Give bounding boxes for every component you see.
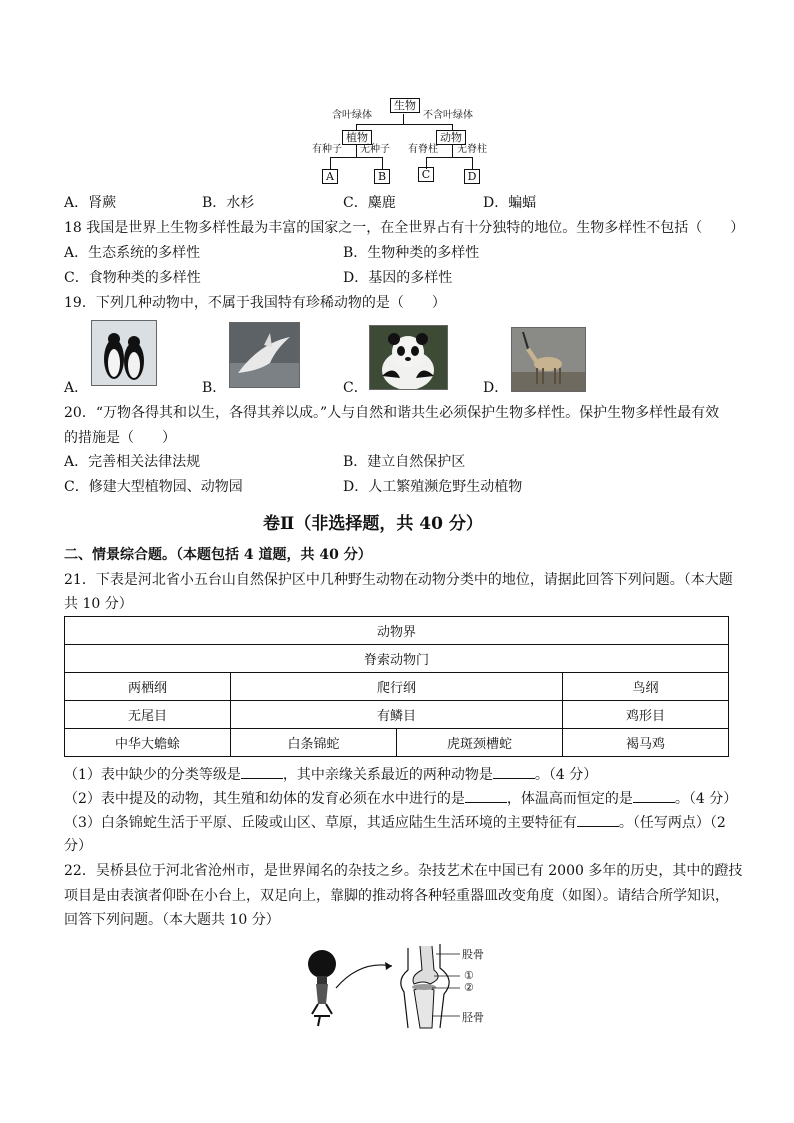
q18-option-a: A．生态系统的多样性 (64, 245, 201, 261)
table-order-squamata: 有鳞目 (231, 701, 563, 729)
q18-option-d: D．基因的多样性 (343, 270, 453, 286)
diagram-left-branch-label: 含叶绿体 (332, 110, 372, 121)
classification-diagram (310, 94, 500, 186)
q19-option-b-label: B． (202, 380, 227, 396)
q18-option-c: C．食物种类的多样性 (64, 270, 201, 286)
table-class-reptilia: 爬行纲 (231, 673, 563, 701)
answer-blank[interactable] (241, 764, 283, 779)
table-order-anura: 无尾目 (65, 701, 231, 729)
q21-stem-line1: 21．下表是河北省小五台山自然保护区中几种野生动物在动物分类中的地位，请据此回答下列问题。（本大题 (64, 572, 733, 588)
q20-option-c: C．修建大型植物园、动物园 (64, 479, 243, 495)
diagram-plant-right-label: 无种子 (360, 144, 390, 155)
table-species-pheasant: 褐马鸡 (563, 729, 729, 757)
table-species-toad: 中华大蟾蜍 (65, 729, 231, 757)
q17-option-a: A．肾蕨 (64, 195, 117, 211)
q21-sub3: （3）白条锦蛇生活于平原、丘陵或山区、草原，其适应陆生生活环境的主要特征有 。（任写两点）（2 (64, 812, 726, 833)
q21-stem-line2: 共 10 分） (64, 596, 133, 612)
q22-line2: 项目是由表演者仰卧在小台上，双足向上，靠脚的推动将各种轻重器皿改变角度（如图）。请结合所学知识， (64, 888, 729, 904)
diagram-leaf-a: A (322, 169, 338, 184)
diagram-root: 生物 (390, 98, 420, 113)
q19-option-d-label: D． (483, 380, 509, 396)
diagram-leaf-b: B (374, 169, 390, 184)
q17-option-b: B．水杉 (202, 195, 255, 211)
answer-blank[interactable] (493, 764, 535, 779)
table-phylum: 脊索动物门 (65, 645, 729, 673)
q18-option-b: B．生物种类的多样性 (343, 245, 480, 261)
table-species-elaphe: 白条锦蛇 (231, 729, 397, 757)
table-species-rhabdophis: 虎斑颈槽蛇 (397, 729, 563, 757)
label-tibia: 胫骨 (462, 1011, 484, 1024)
q22-line1: 22．吴桥县位于河北省沧州市，是世界闻名的杂技之乡。杂技艺术在中国已有 2000 多年的历史，其中的蹬技 (64, 863, 743, 879)
q21-sub3-cont: 分） (64, 838, 92, 854)
paper2-title: 卷Ⅱ（非选择题，共 40 分） (263, 514, 483, 534)
diagram-animal: 动物 (436, 130, 466, 145)
diagram-animal-left-label: 有脊柱 (408, 144, 438, 155)
answer-blank[interactable] (633, 788, 675, 803)
antelope-photo (511, 327, 586, 392)
diagram-right-branch-label: 不含叶绿体 (423, 110, 473, 121)
q20-stem-line2: 的措施是（ ） (64, 430, 176, 446)
diagram-leaf-d: D (464, 169, 480, 184)
q21-sub2: （2）表中提及的动物，其生殖和幼体的发育必须在水中进行的是 ，体温高而恒定的是 。（4 分） (64, 788, 737, 809)
q19-stem: 19．下列几种动物中，不属于我国特有珍稀动物的是（ ） (64, 295, 446, 311)
answer-blank[interactable] (465, 788, 507, 803)
table-class-amphibia: 两栖纲 (65, 673, 231, 701)
label-femur: 股骨 (462, 948, 484, 961)
q20-option-a: A．完善相关法律法规 (64, 454, 201, 470)
q17-option-c: C．麋鹿 (343, 195, 396, 211)
label-2: ② (464, 981, 474, 994)
classification-table (64, 616, 729, 757)
panda-photo (369, 325, 448, 390)
diagram-plant-left-label: 有种子 (312, 144, 342, 155)
q20-option-b: B．建立自然保护区 (343, 454, 466, 470)
dolphin-photo (229, 322, 300, 388)
diagram-animal-right-label: 无脊柱 (457, 144, 487, 155)
q22-line3: 回答下列问题。（本大题共 10 分） (64, 912, 280, 928)
answer-blank[interactable] (577, 812, 619, 827)
q21-sub1: （1）表中缺少的分类等级是 ，其中亲缘关系最近的两种动物是 。（4 分） (64, 764, 597, 785)
penguin-photo (91, 320, 157, 386)
q19-option-c-label: C． (343, 380, 368, 396)
q17-option-d: D．蝙蝠 (483, 195, 537, 211)
table-kingdom: 动物界 (65, 617, 729, 645)
q20-option-d: D．人工繁殖濒危野生动植物 (343, 479, 523, 495)
acrobat-knee-figure (300, 940, 500, 1032)
q18-stem: 18 我国是世界上生物多样性最为丰富的国家之一，在全世界占有十分独特的地位。生物多样性不包括（ ） (64, 220, 745, 236)
q19-option-a-label: A． (64, 380, 89, 396)
table-class-aves: 鸟纲 (563, 673, 729, 701)
section2-title: 二、情景综合题。（本题包括 4 道题，共 40 分） (64, 547, 372, 563)
diagram-leaf-c: C (418, 167, 434, 182)
diagram-plant: 植物 (342, 130, 372, 145)
table-order-galliformes: 鸡形目 (563, 701, 729, 729)
label-1: ① (464, 969, 474, 982)
q20-stem-line1: 20．“万物各得其和以生，各得其养以成。”人与自然和谐共生必须保护生物多样性。保护生物多样性最有效 (64, 405, 720, 421)
